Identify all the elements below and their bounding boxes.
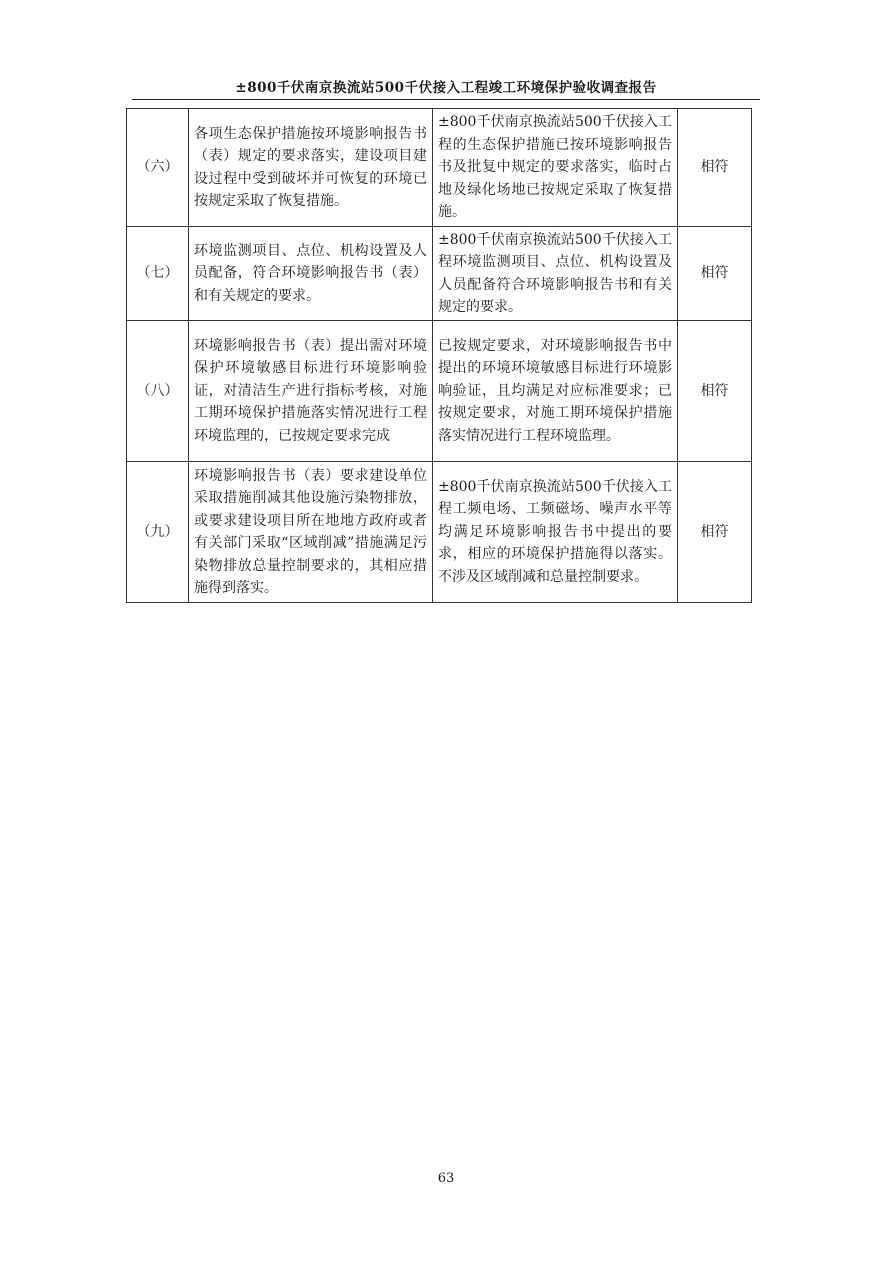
row-number: （七） [127, 227, 189, 321]
implementation-cell: 已按规定要求，对环境影响报告书中提出的环境环境敏感目标进行环境影响验证，且均满足对应标准要求；已按规定要求，对施工期环境保护措施落实情况进行工程环境监理。 [433, 321, 678, 462]
row-number: （八） [127, 321, 189, 462]
implementation-cell: ±800千伏南京换流站500千伏接入工程的生态保护措施已按环境影响报告书及批复中规定的要求落实，临时占地及绿化场地已按规定采取了恢复措施。 [433, 109, 678, 227]
compliance-table [126, 108, 752, 603]
table-row [127, 321, 752, 462]
implementation-cell: ±800千伏南京换流站500千伏接入工程环境监测项目、点位、机构设置及人员配备符合环境影响报告书和有关规定的要求。 [433, 227, 678, 321]
requirement-cell: 环境监测项目、点位、机构设置及人员配备，符合环境影响报告书（表）和有关规定的要求。 [189, 227, 433, 321]
header-rule [132, 99, 760, 100]
result-cell: 相符 [678, 109, 752, 227]
page-header-title: ±800千伏南京换流站500千伏接入工程竣工环境保护验收调查报告 [235, 80, 657, 96]
result-cell: 相符 [678, 227, 752, 321]
table-row [127, 109, 752, 227]
row-number: （六） [127, 109, 189, 227]
row-number: （九） [127, 462, 189, 603]
implementation-cell: ±800千伏南京换流站500千伏接入工程工频电场、工频磁场、噪声水平等均满足环境影响报告书中提出的要求，相应的环境保护措施得以落实。不涉及区域削减和总量控制要求。 [433, 462, 678, 603]
requirement-cell: 环境影响报告书（表）要求建设单位采取措施削减其他设施污染物排放，或要求建设项目所在地地方政府或者有关部门采取“区域削减”措施满足污染物排放总量控制要求的，其相应措施得到落实。 [189, 462, 433, 603]
result-cell: 相符 [678, 321, 752, 462]
page-number: 63 [437, 1171, 455, 1186]
table-row [127, 227, 752, 321]
requirement-cell: 环境影响报告书（表）提出需对环境保护环境敏感目标进行环境影响验证，对清洁生产进行指标考核，对施工期环境保护措施落实情况进行工程环境监理的，已按规定要求完成 [189, 321, 433, 462]
result-cell: 相符 [678, 462, 752, 603]
table-row [127, 462, 752, 603]
requirement-cell: 各项生态保护措施按环境影响报告书（表）规定的要求落实，建设项目建设过程中受到破坏并可恢复的环境已按规定采取了恢复措施。 [189, 109, 433, 227]
